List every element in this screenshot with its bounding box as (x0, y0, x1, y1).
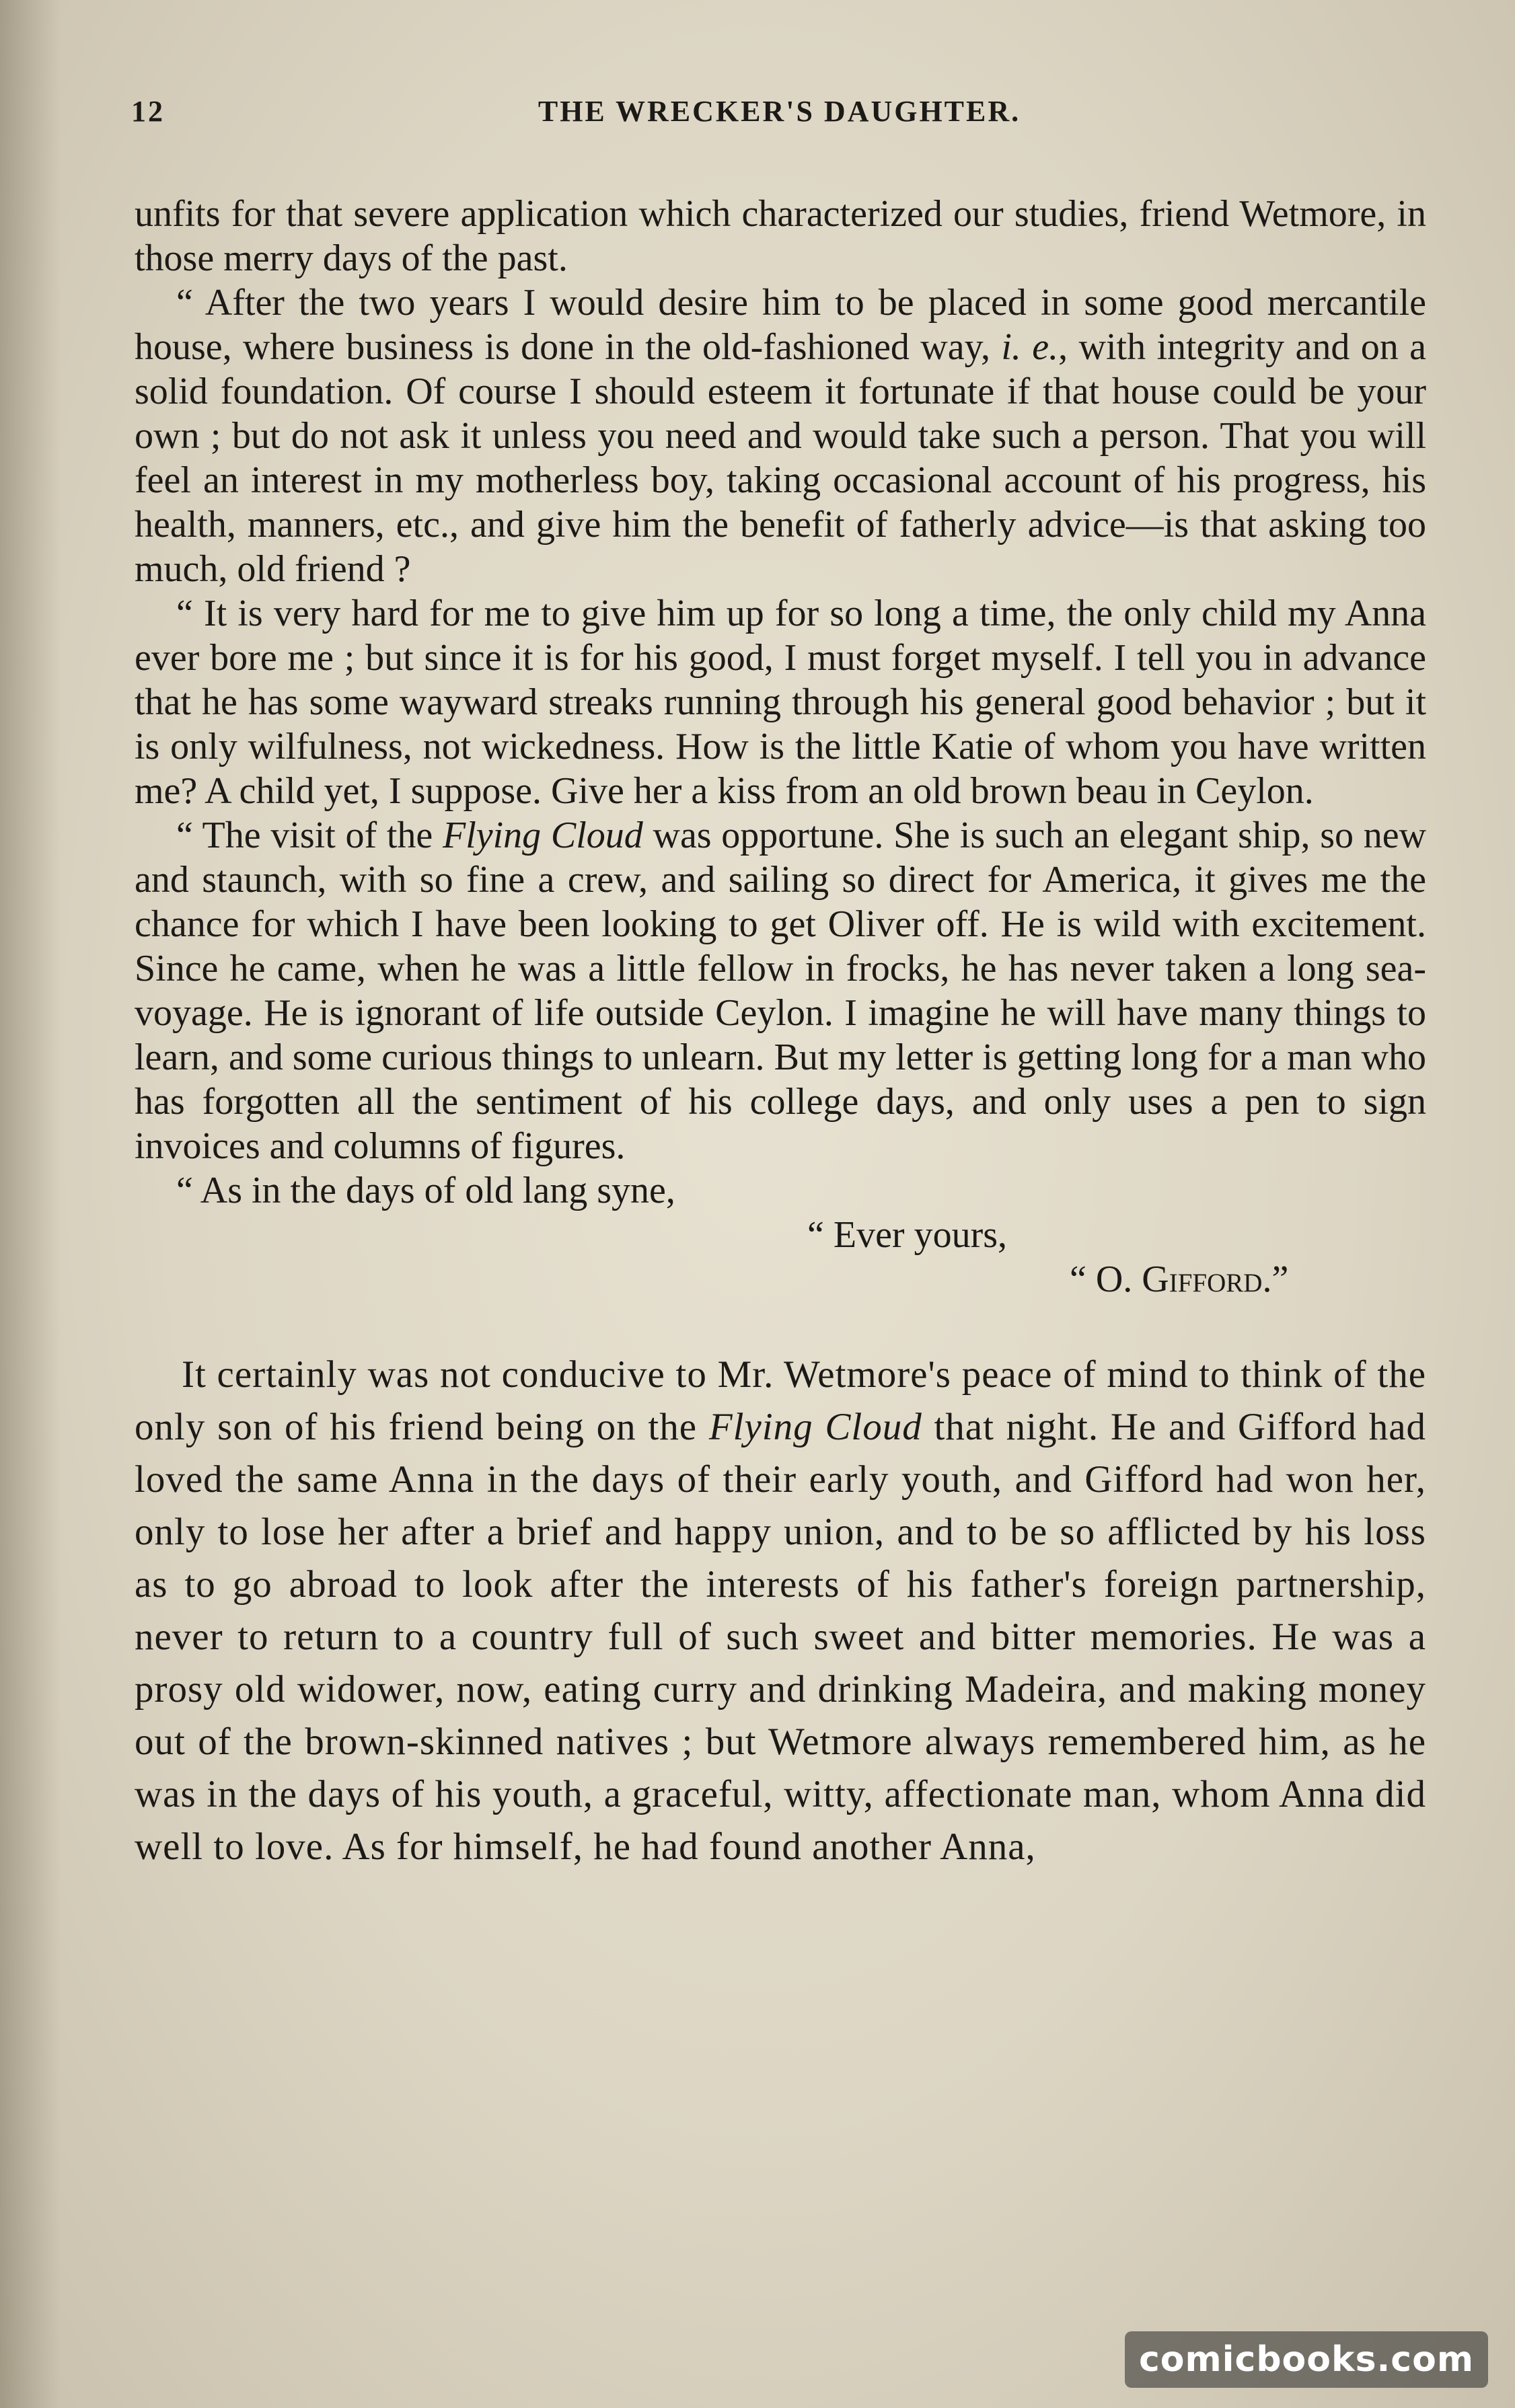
letter-signature (135, 1257, 1426, 1302)
body-text (135, 192, 1426, 1873)
letter-paragraph-5 (135, 1168, 1426, 1213)
signature-smallcaps: ifford (1169, 1258, 1263, 1300)
letter-paragraph-1 (135, 192, 1426, 280)
letter-paragraph-2-start: “ After the two years I would desire him to be placed in some good mercantile house, where business is done in the old-fashioned way, (135, 282, 1426, 368)
signature-prefix: “ O. G (1070, 1258, 1169, 1300)
narrative-ship-name: Flying Cloud (708, 1406, 922, 1448)
narrative-paragraph-end: that night. He and Gifford had loved the same Anna in the days of their early youth, and Gifford had won her, only to lose her after a brief and happy union, and to be so afflicted by his loss as to go abroad to look after the interests of his father's foreign partnership, never to return to a country full of such sweet and bitter memories. He was a prosy old widower, now, eating curry and drinking Madeira, and making money out of the brown-skinned natives ; but Wetmore always remembered him, as he was in the days of his youth, a graceful, witty, affectionate man, whom Anna did well to love. As for himself, he had found another Anna, (135, 1406, 1427, 1868)
letter-paragraph-3 (135, 591, 1426, 813)
watermark-badge: comicbooks.com (1125, 2331, 1488, 2388)
narrative-paragraph (135, 1349, 1426, 1873)
letter-paragraph-2-italic: i. e. (1001, 326, 1059, 368)
letter-paragraph-4 (135, 813, 1426, 1168)
letter-paragraph-1-text: unfits for that severe application which characterized our studies, friend Wetmore, in those merry days of the past. (135, 193, 1426, 279)
letter-paragraph-3-text: “ It is very hard for me to give him up for so long a time, the only child my Anna ever bore me ; but since it is for his good, I must forget myself. I tell you in advance that he has some wayward streaks running through his general good behavior ; but it is only wilfulness, not wickedness. How is the little Katie of whom you have written me? A child yet, I suppose. Give her a kiss from an old brown beau in Ceylon. (135, 593, 1426, 812)
letter-paragraph-5-text: “ As in the days of old lang syne, (176, 1170, 675, 1211)
letter-paragraph-4-ship-name: Flying Cloud (442, 815, 643, 856)
narrative-paragraph-start: It certainly was not conducive to Mr. Wetmore's peace of mind to think of the only son of his friend being on the (135, 1353, 1426, 1448)
running-title: THE WRECKER'S DAUGHTER. (538, 95, 1021, 128)
letter-closing (135, 1213, 1426, 1257)
letter-paragraph-2-end: , with integrity and on a solid foundation. Of course I should esteem it fortunate if that house could be your own ; but do not ask it unless you need and would take such a person. That you will feel an interest in my motherless boy, taking occasional account of his progress, his health, manners, etc., and give him the benefit of fatherly advice—is that asking too much, old friend ? (135, 326, 1427, 590)
letter-paragraph-4-start: “ The visit of the (176, 815, 443, 856)
letter-closing-text: “ Ever yours, (807, 1214, 1008, 1256)
signature-suffix: .” (1262, 1258, 1289, 1300)
letter-paragraph-2 (135, 280, 1426, 591)
page-number: 12 (131, 95, 165, 128)
running-head (131, 94, 1428, 148)
letter-paragraph-4-end: was opportune. She is such an elegant ship, so new and staunch, with so fine a crew, and sailing so direct for America, it gives me the chance for which I have been looking to get Oliver off. He is wild with excitement. Since he came, when he was a little fellow in frocks, he has never taken a long sea-voyage. He is ignorant of life outside Ceylon. I imagine he will have many things to learn, and some curious things to unlearn. But my letter is getting long for a man who has forgotten all the sentiment of his college days, and only uses a pen to sign invoices and columns of figures. (135, 815, 1427, 1167)
